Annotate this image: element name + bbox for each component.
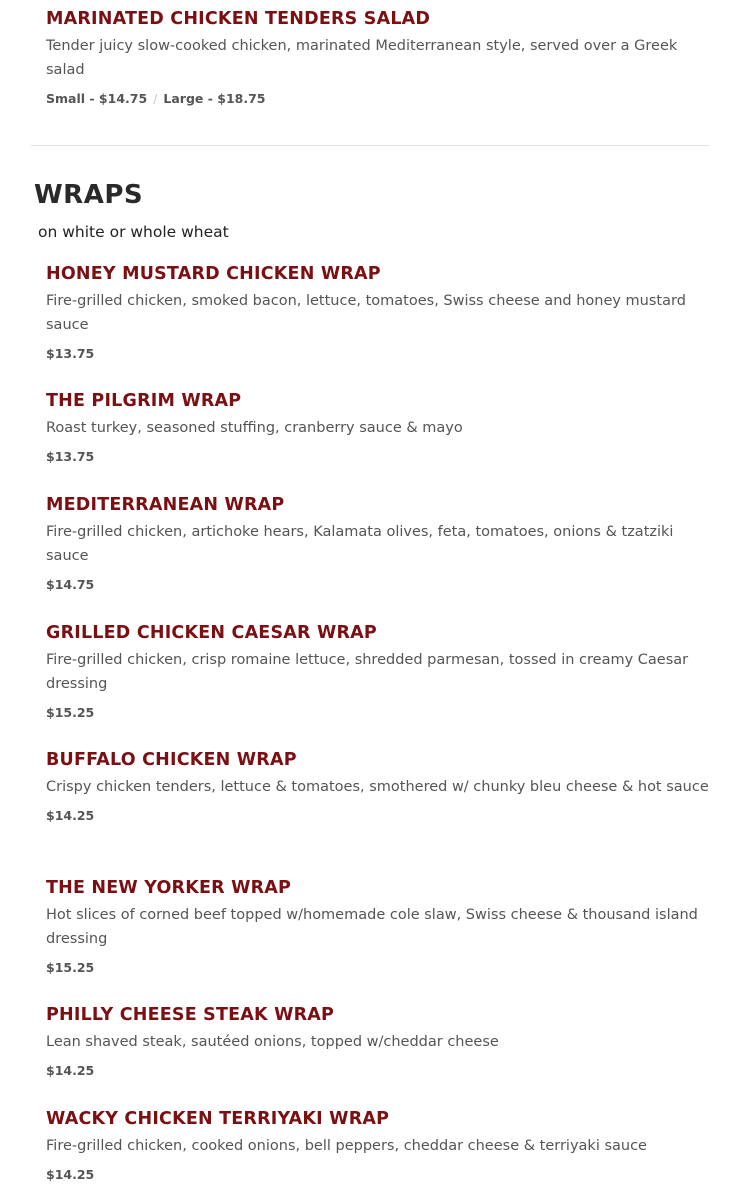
menu-item-honey-mustard-chicken-wrap <box>46 263 716 363</box>
menu-item-marinated-chicken-tenders-salad <box>46 8 716 108</box>
item-description: Roast turkey, seasoned stuffing, cranberry sauce & mayo <box>46 420 463 436</box>
section-divider <box>31 145 709 146</box>
item-price: $15.25 <box>46 705 95 720</box>
item-name: MARINATED CHICKEN TENDERS SALAD <box>46 9 431 29</box>
item-name: THE NEW YORKER WRAP <box>46 878 292 898</box>
item-price: $14.75 <box>46 577 95 592</box>
menu-item-the-new-yorker-wrap <box>46 877 716 977</box>
item-price: $13.75 <box>46 449 95 464</box>
menu-item-the-pilgrim-wrap <box>46 390 716 466</box>
item-price: $15.25 <box>46 960 95 975</box>
item-description: Crispy chicken tenders, lettuce & tomatoes, smothered w/ chunky bleu cheese & hot sauce <box>46 779 709 795</box>
item-name: BUFFALO CHICKEN WRAP <box>46 750 297 770</box>
menu-item-wacky-chicken-terriyaki-wrap <box>46 1108 716 1184</box>
item-description: Fire-grilled chicken, artichoke hears, Kalamata olives, feta, tomatoes, onions & tzatziki sauce <box>46 524 674 564</box>
item-price: $14.25 <box>46 1063 95 1078</box>
item-price: $14.25 <box>46 1167 95 1182</box>
section-subtitle: on white or whole wheat <box>38 223 229 241</box>
price-large: Large - $18.75 <box>163 91 266 106</box>
item-name: HONEY MUSTARD CHICKEN WRAP <box>46 264 381 284</box>
menu-item-mediterranean-wrap <box>46 494 716 594</box>
menu-item-philly-cheese-steak-wrap <box>46 1004 716 1080</box>
item-description: Fire-grilled chicken, cooked onions, bell peppers, cheddar cheese & terriyaki sauce <box>46 1138 647 1154</box>
item-prices <box>46 90 716 108</box>
price-small: Small - $14.75 <box>46 91 148 106</box>
item-name: WACKY CHICKEN TERRIYAKI WRAP <box>46 1109 390 1129</box>
item-name: THE PILGRIM WRAP <box>46 391 242 411</box>
item-description: Tender juicy slow-cooked chicken, marinated Mediterranean style, served over a Greek salad <box>46 38 678 78</box>
item-name: MEDITERRANEAN WRAP <box>46 495 285 515</box>
item-description: Fire-grilled chicken, crisp romaine lettuce, shredded parmesan, tossed in creamy Caesar dressing <box>46 652 689 692</box>
menu-item-grilled-chicken-caesar-wrap <box>46 622 716 722</box>
item-name: GRILLED CHICKEN CAESAR WRAP <box>46 623 377 643</box>
section-title: WRAPS <box>34 180 144 210</box>
menu-item-buffalo-chicken-wrap <box>46 749 716 825</box>
price-separator: / <box>153 91 158 106</box>
item-name: PHILLY CHEESE STEAK WRAP <box>46 1005 335 1025</box>
item-price: $14.25 <box>46 808 95 823</box>
item-description: Lean shaved steak, sautéed onions, topped w/cheddar cheese <box>46 1034 499 1050</box>
item-description: Hot slices of corned beef topped w/homemade cole slaw, Swiss cheese & thousand island dressing <box>46 907 698 947</box>
item-price: $13.75 <box>46 346 95 361</box>
item-description: Fire-grilled chicken, smoked bacon, lettuce, tomatoes, Swiss cheese and honey mustard sauce <box>46 293 686 333</box>
